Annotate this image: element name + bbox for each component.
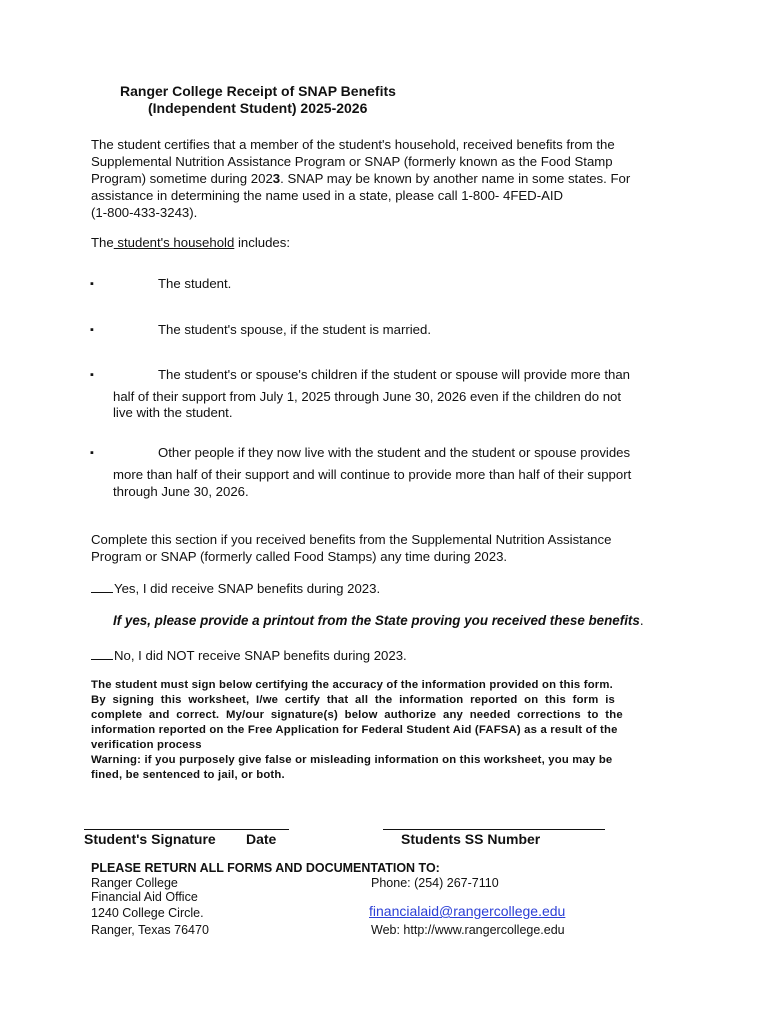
website: Web: http://www.rangercollege.edu [371,923,565,937]
bullet-icon: ▪ [90,369,94,381]
intro-line: assistance in determining the name used in a state, please call 1-800- 4FED-AID [91,188,564,203]
no-option[interactable] [91,647,407,664]
bullet-icon: ▪ [90,324,94,336]
no-blank-field[interactable] [91,647,113,660]
lead-underlined: student's household [113,235,235,250]
list-item-text: half of their support from July 1, 2025 through June 30, 2026 even if the children do not [113,389,622,404]
intro-year-digit: 3 [272,171,281,186]
list-item-text: more than half of their support and will continue to provide more than half of their support [113,467,632,482]
intro-text: Program) sometime during 202 [91,171,273,186]
ss-number-label: Students SS Number [401,831,541,847]
certification-line: information reported on the Free Application for Federal Student Aid (FAFSA) as a result of the [91,724,618,736]
phone-number: Phone: (254) 267-7110 [371,876,499,890]
household-lead [91,234,290,251]
yes-label: Yes, I did receive SNAP benefits during 2023. [114,581,381,596]
student-signature-label: Student's Signature [84,831,216,847]
list-item-text: Other people if they now live with the student and the student or spouse provides [158,445,631,460]
yes-note [113,613,644,628]
certification-line: complete and correct. My/our signature(s) below authorize any needed corrections to the [91,709,623,721]
intro-line: Supplemental Nutrition Assistance Program or SNAP (formerly known as the Food Stamp [91,154,613,169]
list-item-text: The student's or spouse's children if the student or spouse will provide more than [158,367,630,382]
certification-line: verification process [91,739,202,751]
ss-number-line[interactable] [383,829,605,830]
intro-line: (1-800-433-3243). [91,205,198,220]
certification-line: The student must sign below certifying the accuracy of the information provided on this form. [91,679,613,691]
yes-note-text: If yes, please provide a printout from the State proving you received these benefits [113,613,640,628]
list-item-text: through June 30, 2026. [113,484,249,499]
warning-line: fined, be sentenced to jail, or both. [91,769,285,781]
return-heading: PLEASE RETURN ALL FORMS AND DOCUMENTATION TO: [91,861,440,875]
section-instructions: Program or SNAP (formerly called Food Stamps) any time during 2023. [91,549,508,564]
address-line: 1240 College Circle. [91,906,204,920]
list-item-text: live with the student. [113,405,233,420]
signature-line[interactable] [84,829,289,830]
lead-text: includes: [234,235,291,250]
page-subtitle: (Independent Student) 2025-2026 [148,100,368,116]
yes-option[interactable] [91,580,380,597]
certification-line: By signing this worksheet, I/we certify that all the information reported on this form is [91,694,616,706]
bullet-icon: ▪ [90,447,94,459]
no-label: No, I did NOT receive SNAP benefits during 2023. [114,648,407,663]
yes-blank-field[interactable] [91,580,113,593]
bullet-icon: ▪ [90,278,94,290]
section-instructions: Complete this section if you received benefits from the Supplemental Nutrition Assistance [91,532,612,547]
list-item-text: The student's spouse, if the student is married. [158,322,432,337]
warning-line: Warning: if you purposely give false or misleading information on this worksheet, you may be [91,754,613,766]
lead-text: The [91,235,114,250]
intro-text: . SNAP may be known by another name in some states. For [280,171,631,186]
intro-line [91,170,630,187]
email-link[interactable]: financialaid@rangercollege.edu [369,903,566,919]
list-item-text: The student. [158,276,232,291]
address-line: Ranger, Texas 76470 [91,923,209,937]
address-line: Financial Aid Office [91,890,198,904]
intro-line: The student certifies that a member of the student's household, received benefits from the [91,137,615,152]
page-title: Ranger College Receipt of SNAP Benefits [120,83,396,99]
yes-note-period: . [639,613,644,628]
address-line: Ranger College [91,876,178,890]
date-label: Date [246,831,277,847]
